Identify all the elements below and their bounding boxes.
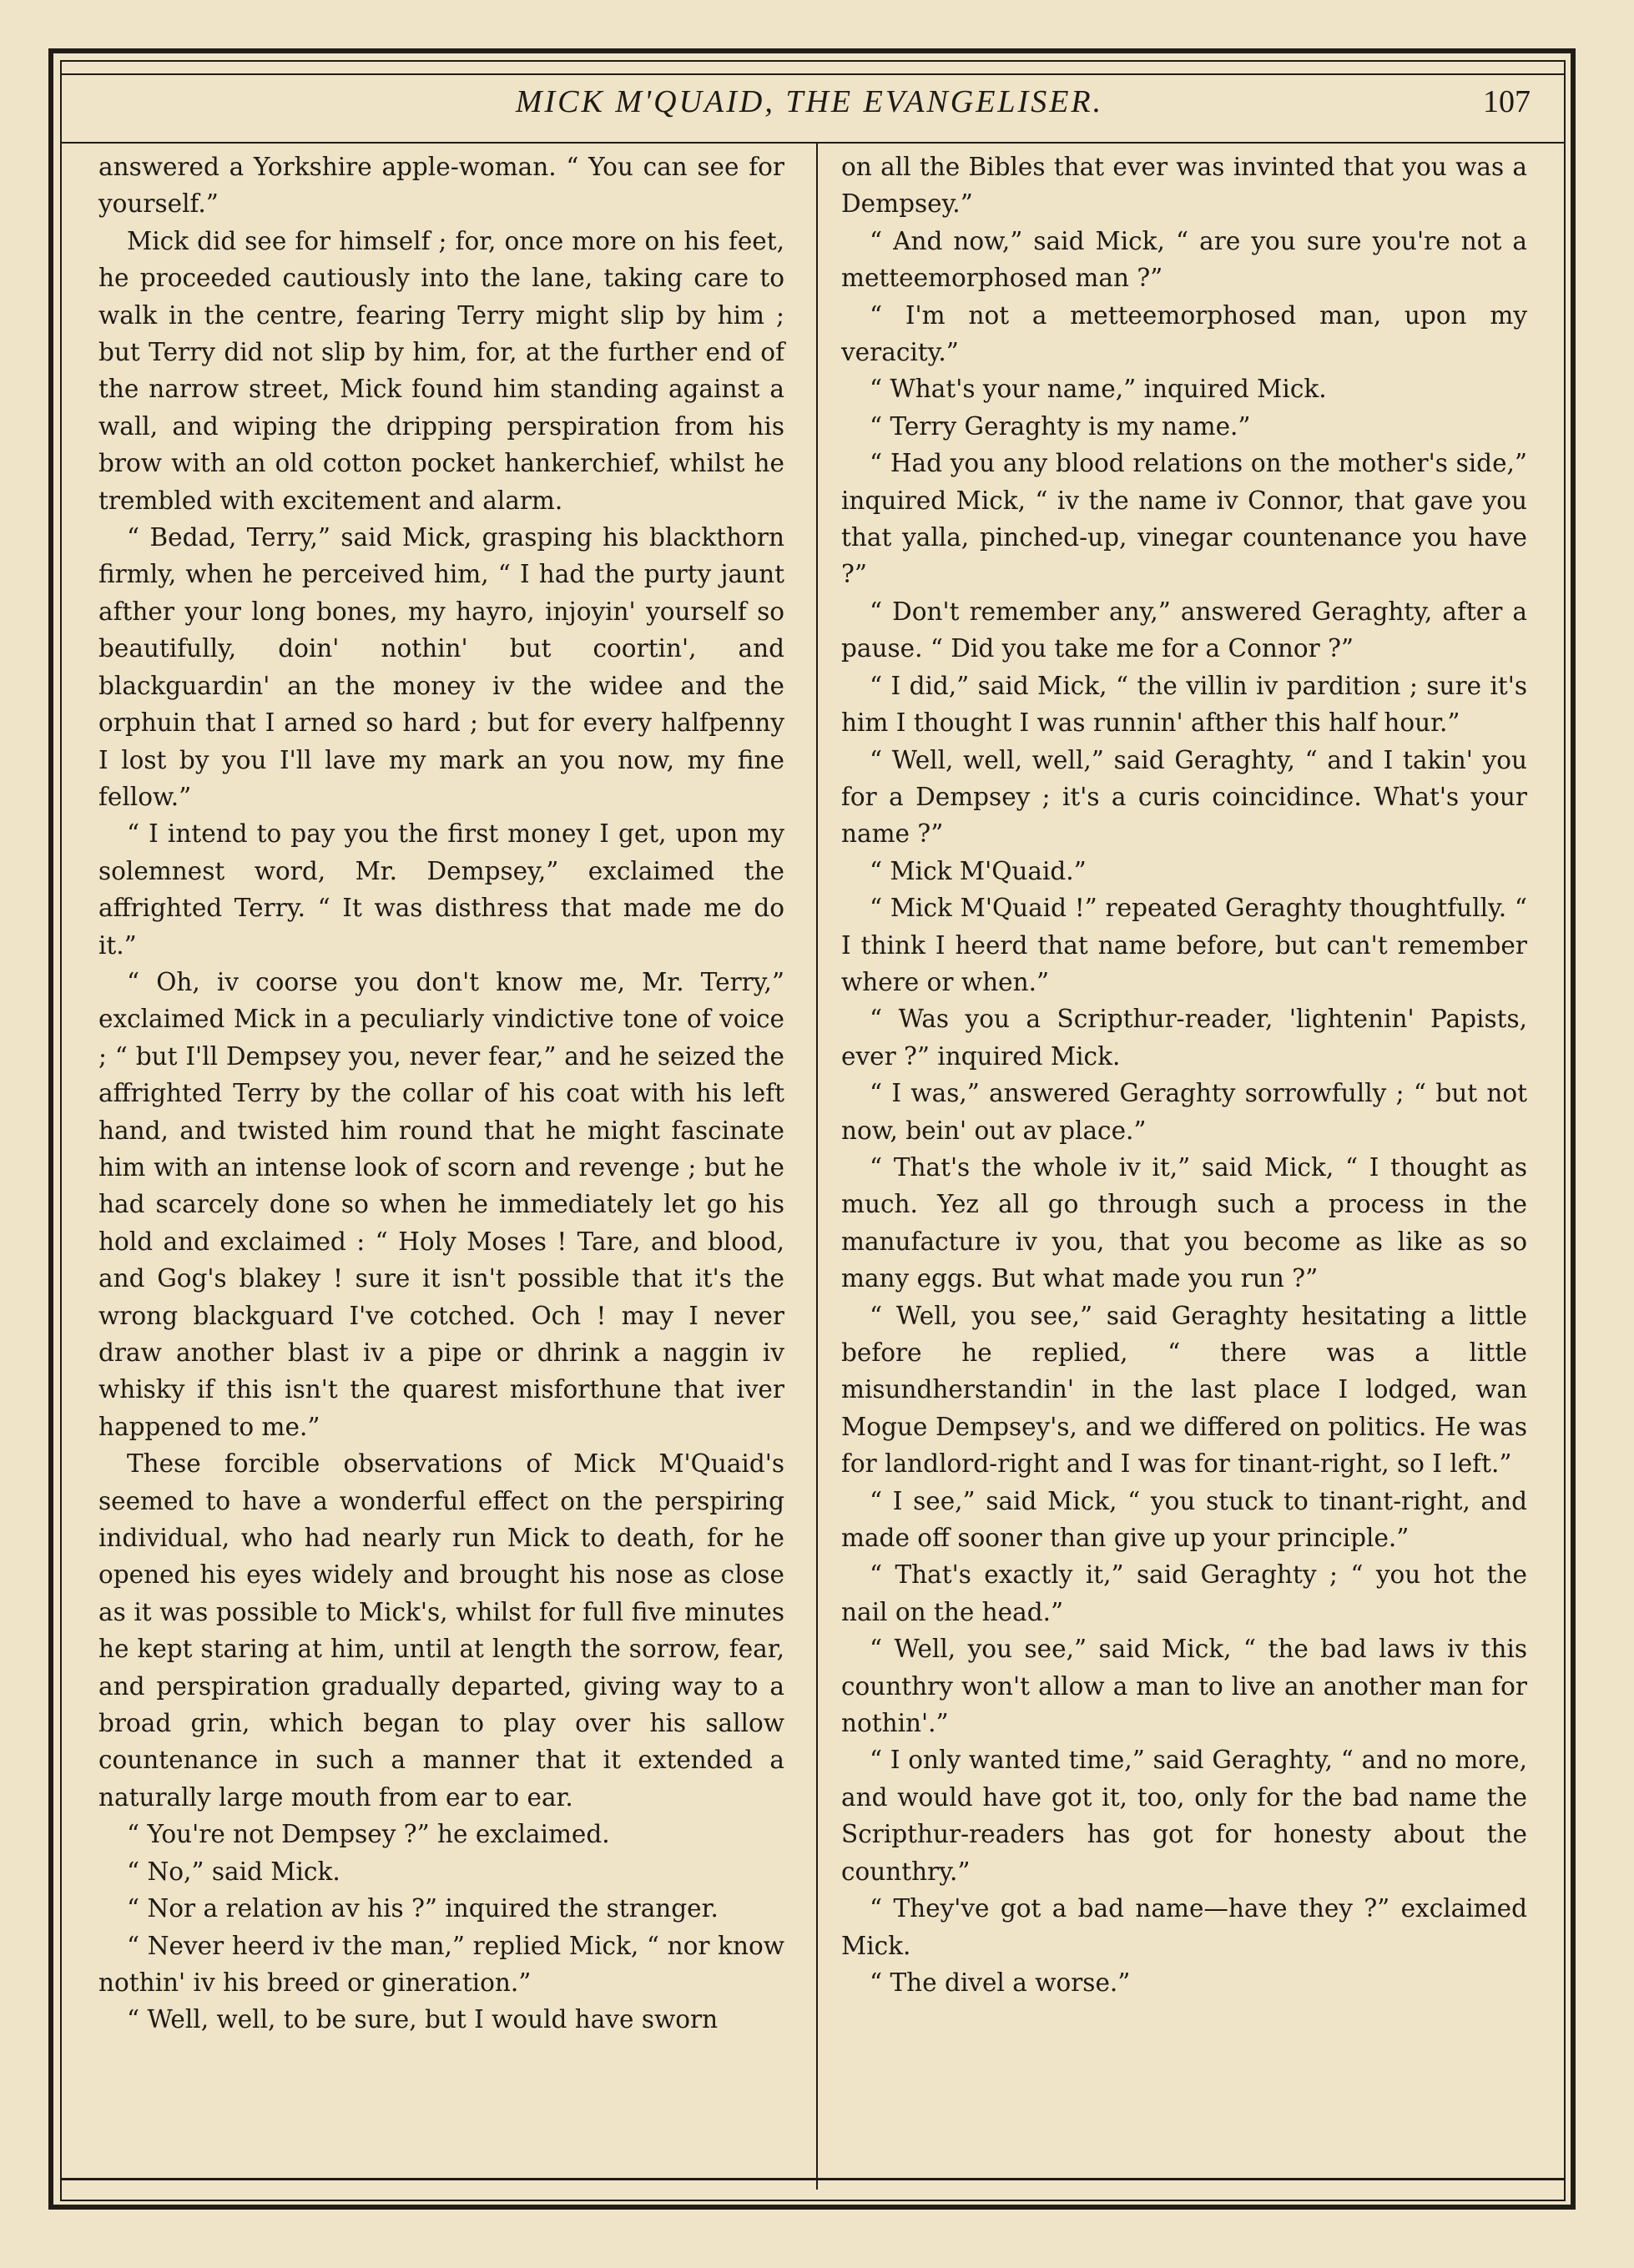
paragraph: “ Terry Geraghty is my name.” [870, 411, 1251, 441]
page-number: 107 [1483, 84, 1531, 119]
paragraph: on all the Bibles that ever was invinted that you was a Dempsey.” [841, 153, 1527, 219]
paragraph: “ Bedad, Terry,” said Mick, grasping his blackthorn firmly, when he perceived him, “ I had the purty jaunt afther your long bones, my hayro, injoyin' yourself so beautifully, doin' nothin' but coortin', and blackguardin' an the money iv the widee and the orphuin that I arned so hard ; but for every halfpenny I lost by you I'll lave my mark an you now, my fine fellow.” [98, 523, 784, 811]
paragraph: “ I see,” said Mick, “ you stuck to tinant-right, and made off sooner than give up your principle.” [841, 1486, 1527, 1553]
paragraph: “ Was you a Scripthur-reader, 'lightenin' Papists, ever ?” inquired Mick. [841, 1005, 1527, 1071]
paragraph: “ I did,” said Mick, “ the villin iv pardition ; sure it's him I thought I was runnin' afther this half hour.” [841, 671, 1527, 738]
header-rule [60, 142, 1566, 144]
paragraph: “ Mick M'Quaid.” [870, 856, 1087, 885]
paragraph: “ And now,” said Mick, “ are you sure you're not a metteemorphosed man ?” [841, 226, 1527, 293]
paragraph: “ Well, you see,” said Geraghty hesitating a little before he replied, “ there was a little misundherstandin' in the last place I lodged, wan Mogue Dempsey's, and we differed on politics. He was for landlord-right and I was for tinant-right, so I left.” [841, 1301, 1527, 1479]
paragraph: “ You're not Dempsey ?” he exclaimed. [127, 1820, 610, 1849]
paragraph: “ I only wanted time,” said Geraghty, “ and no more, and would have got it, too, only for the bad name the Scripthur-readers has got for honesty about the counthry.” [841, 1746, 1527, 1886]
paragraph: “ What's your name,” inquired Mick. [870, 375, 1327, 404]
paragraph: “ Don't remember any,” answered Geraghty, after a pause. “ Did you take me for a Connor ?” [841, 597, 1527, 663]
paragraph: “ I intend to pay you the first money I get, upon my solemnest word, Mr. Dempsey,” exclaimed the affrighted Terry. “ It was disthress that made me do it.” [98, 819, 784, 960]
paragraph: “ Well, well, well,” said Geraghty, “ and I takin' you for a Dempsey ; it's a curis coincidince. What's your name ?” [841, 745, 1527, 849]
top-rule [60, 73, 1566, 75]
paragraph: “ I was,” answered Geraghty sorrowfully ; “ but not now, bein' out av place.” [841, 1079, 1527, 1145]
paragraph: Mick did see for himself ; for, once more on his feet, he proceeded cautiously into the lane, taking care to walk in the centre, fearing Terry might slip by him ; but Terry did not slip by him, for, at the further end of the narrow street, Mick found him standing against a wall, and wiping the dripping perspiration from his brow with an old cotton pocket hankerchief, whilst he trembled with excitement and alarm. [98, 226, 784, 515]
paragraph: “ Never heerd iv the man,” replied Mick, “ nor know nothin' iv his breed or gineration.” [98, 1931, 784, 1997]
paragraph: “ Had you any blood relations on the mother's side,” inquired Mick, “ iv the name iv Connor, that gave you that yalla, pinched-up, vinegar countenance you have ?” [841, 449, 1527, 589]
paragraph: “ They've got a bad name—have they ?” exclaimed Mick. [841, 1894, 1527, 1960]
paragraph: “ No,” said Mick. [127, 1857, 340, 1886]
paragraph: “ Nor a relation av his ?” inquired the stranger. [127, 1894, 719, 1923]
paragraph: “ That's the whole iv it,” said Mick, “ I thought as much. Yez all go through such a process in the manufacture iv you, that you become as like as so many eggs. But what made you run ?” [841, 1152, 1527, 1293]
paragraph: “ I'm not a metteemorphosed man, upon my veracity.” [841, 300, 1527, 367]
paragraph: answered a Yorkshire apple-woman. “ You can see for yourself.” [98, 153, 784, 219]
paragraph: “ Oh, iv coorse you don't know me, Mr. Terry,” exclaimed Mick in a peculiarly vindictive tone of voice ; “ but I'll Dempsey you, never fear,” and he seized the affrighted Terry by the collar of his coat with his left hand, and twisted him round that he might fascinate him with an intense look of scorn and revenge ; but he had scarcely done so when he immediately let go his hold and exclaimed : “ Holy Moses ! Tare, and blood, and Gog's blakey ! sure it isn't possible that it's the wrong blackguard I've cotched. Och ! may I never draw another blast iv a pipe or dhrink a naggin iv whisky if this isn't the quarest misforthune that iver happened to me.” [98, 967, 784, 1441]
paragraph: “ Well, you see,” said Mick, “ the bad laws iv this counthry won't allow a man to live an another man for nothin'.” [841, 1635, 1527, 1738]
paragraph: “ The divel a worse.” [870, 1968, 1131, 1997]
left-column [98, 149, 784, 2039]
bottom-rule [60, 2178, 1566, 2180]
column-divider [816, 144, 818, 2190]
page-header [83, 83, 1536, 137]
paragraph: These forcible observations of Mick M'Quaid's seemed to have a wonderful effect on the perspiring individual, who had nearly run Mick to death, for he opened his eyes widely and brought his nose as close as it was possible to Mick's, whilst for full five minutes he kept staring at him, until at length the sorrow, fear, and perspiration gradually departed, giving way to a broad grin, which began to play over his sallow countenance in such a manner that it extended a naturally large mouth from ear to ear. [98, 1449, 784, 1812]
paragraph: “ Well, well, to be sure, but I would have sworn [127, 2005, 719, 2034]
running-title: MICK M'QUAID, THE EVANGELISER. [515, 84, 1104, 119]
paragraph: “ Mick M'Quaid !” repeated Geraghty thoughtfully. “ I think I heerd that name before, but can't remember where or when.” [841, 894, 1527, 996]
paragraph: “ That's exactly it,” said Geraghty ; “ you hot the nail on the head.” [841, 1560, 1527, 1626]
right-column [841, 149, 1527, 2001]
